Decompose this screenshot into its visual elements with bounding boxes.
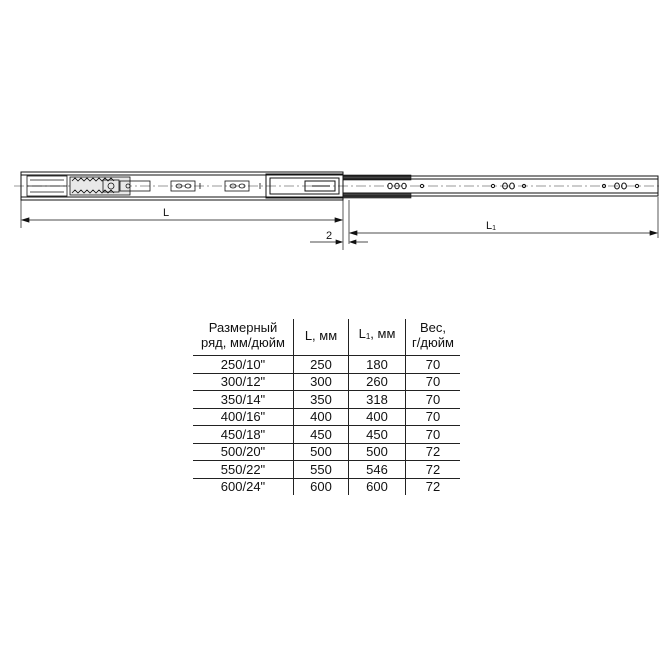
table-row: [193, 426, 460, 444]
table-row: [193, 391, 460, 409]
cell-length-extended: 600: [349, 478, 406, 495]
cell-weight: 72: [406, 478, 461, 495]
header-length: L, мм: [294, 319, 349, 356]
cell-weight: 72: [406, 461, 461, 479]
cell-weight: 70: [406, 408, 461, 426]
cell-size-range: 300/12": [193, 373, 294, 391]
cell-size-range: 550/22": [193, 461, 294, 479]
dimension-L: [21, 200, 343, 250]
cell-length: 350: [294, 391, 349, 409]
cell-length-extended: 546: [349, 461, 406, 479]
table-row: [193, 443, 460, 461]
spring-mechanism: [70, 177, 150, 195]
table-row: [193, 408, 460, 426]
cell-size-range: 400/16": [193, 408, 294, 426]
cell-size-range: 450/18": [193, 426, 294, 444]
cell-length: 550: [294, 461, 349, 479]
label-L: L: [163, 207, 170, 219]
cell-length: 300: [294, 373, 349, 391]
cell-length-extended: 500: [349, 443, 406, 461]
dimension-L1: [349, 197, 658, 244]
cell-length-extended: 400: [349, 408, 406, 426]
cell-weight: 70: [406, 426, 461, 444]
cell-size-range: 350/14": [193, 391, 294, 409]
cell-length-extended: 318: [349, 391, 406, 409]
cell-length: 450: [294, 426, 349, 444]
header-size-range: Размерный ряд, мм/дюйм: [193, 319, 294, 356]
cell-length: 500: [294, 443, 349, 461]
cell-size-range: 500/20": [193, 443, 294, 461]
dimension-offset: [310, 240, 368, 244]
header-length-extended: $L_1$, мм: [349, 319, 406, 356]
middle-rail: [266, 174, 343, 198]
cell-length-extended: 180: [349, 356, 406, 374]
cell-weight: 70: [406, 356, 461, 374]
table-header-row: [193, 319, 460, 356]
cell-length-extended: 260: [349, 373, 406, 391]
cell-length-extended: 450: [349, 426, 406, 444]
table-row: [193, 373, 460, 391]
slide-rail-drawing: [0, 0, 672, 300]
cell-length: 400: [294, 408, 349, 426]
cell-length: 250: [294, 356, 349, 374]
cell-size-range: 600/24": [220, 479, 266, 495]
ball-cage: [343, 175, 411, 198]
rail-end-block: [27, 176, 67, 196]
table-row: [193, 356, 460, 374]
cell-weight: 70: [406, 373, 461, 391]
table-row: [193, 461, 460, 479]
cell-size-range: 250/10": [193, 356, 294, 374]
table-row: [193, 478, 460, 495]
spec-table: [193, 319, 460, 495]
cell-weight: 70: [406, 391, 461, 409]
label-offset: 2: [326, 230, 333, 242]
cell-weight: 72: [406, 443, 461, 461]
cell-length: 600: [294, 478, 349, 495]
header-weight: Вес, г/дюйм: [406, 319, 461, 356]
label-L1: L1: [486, 220, 497, 232]
